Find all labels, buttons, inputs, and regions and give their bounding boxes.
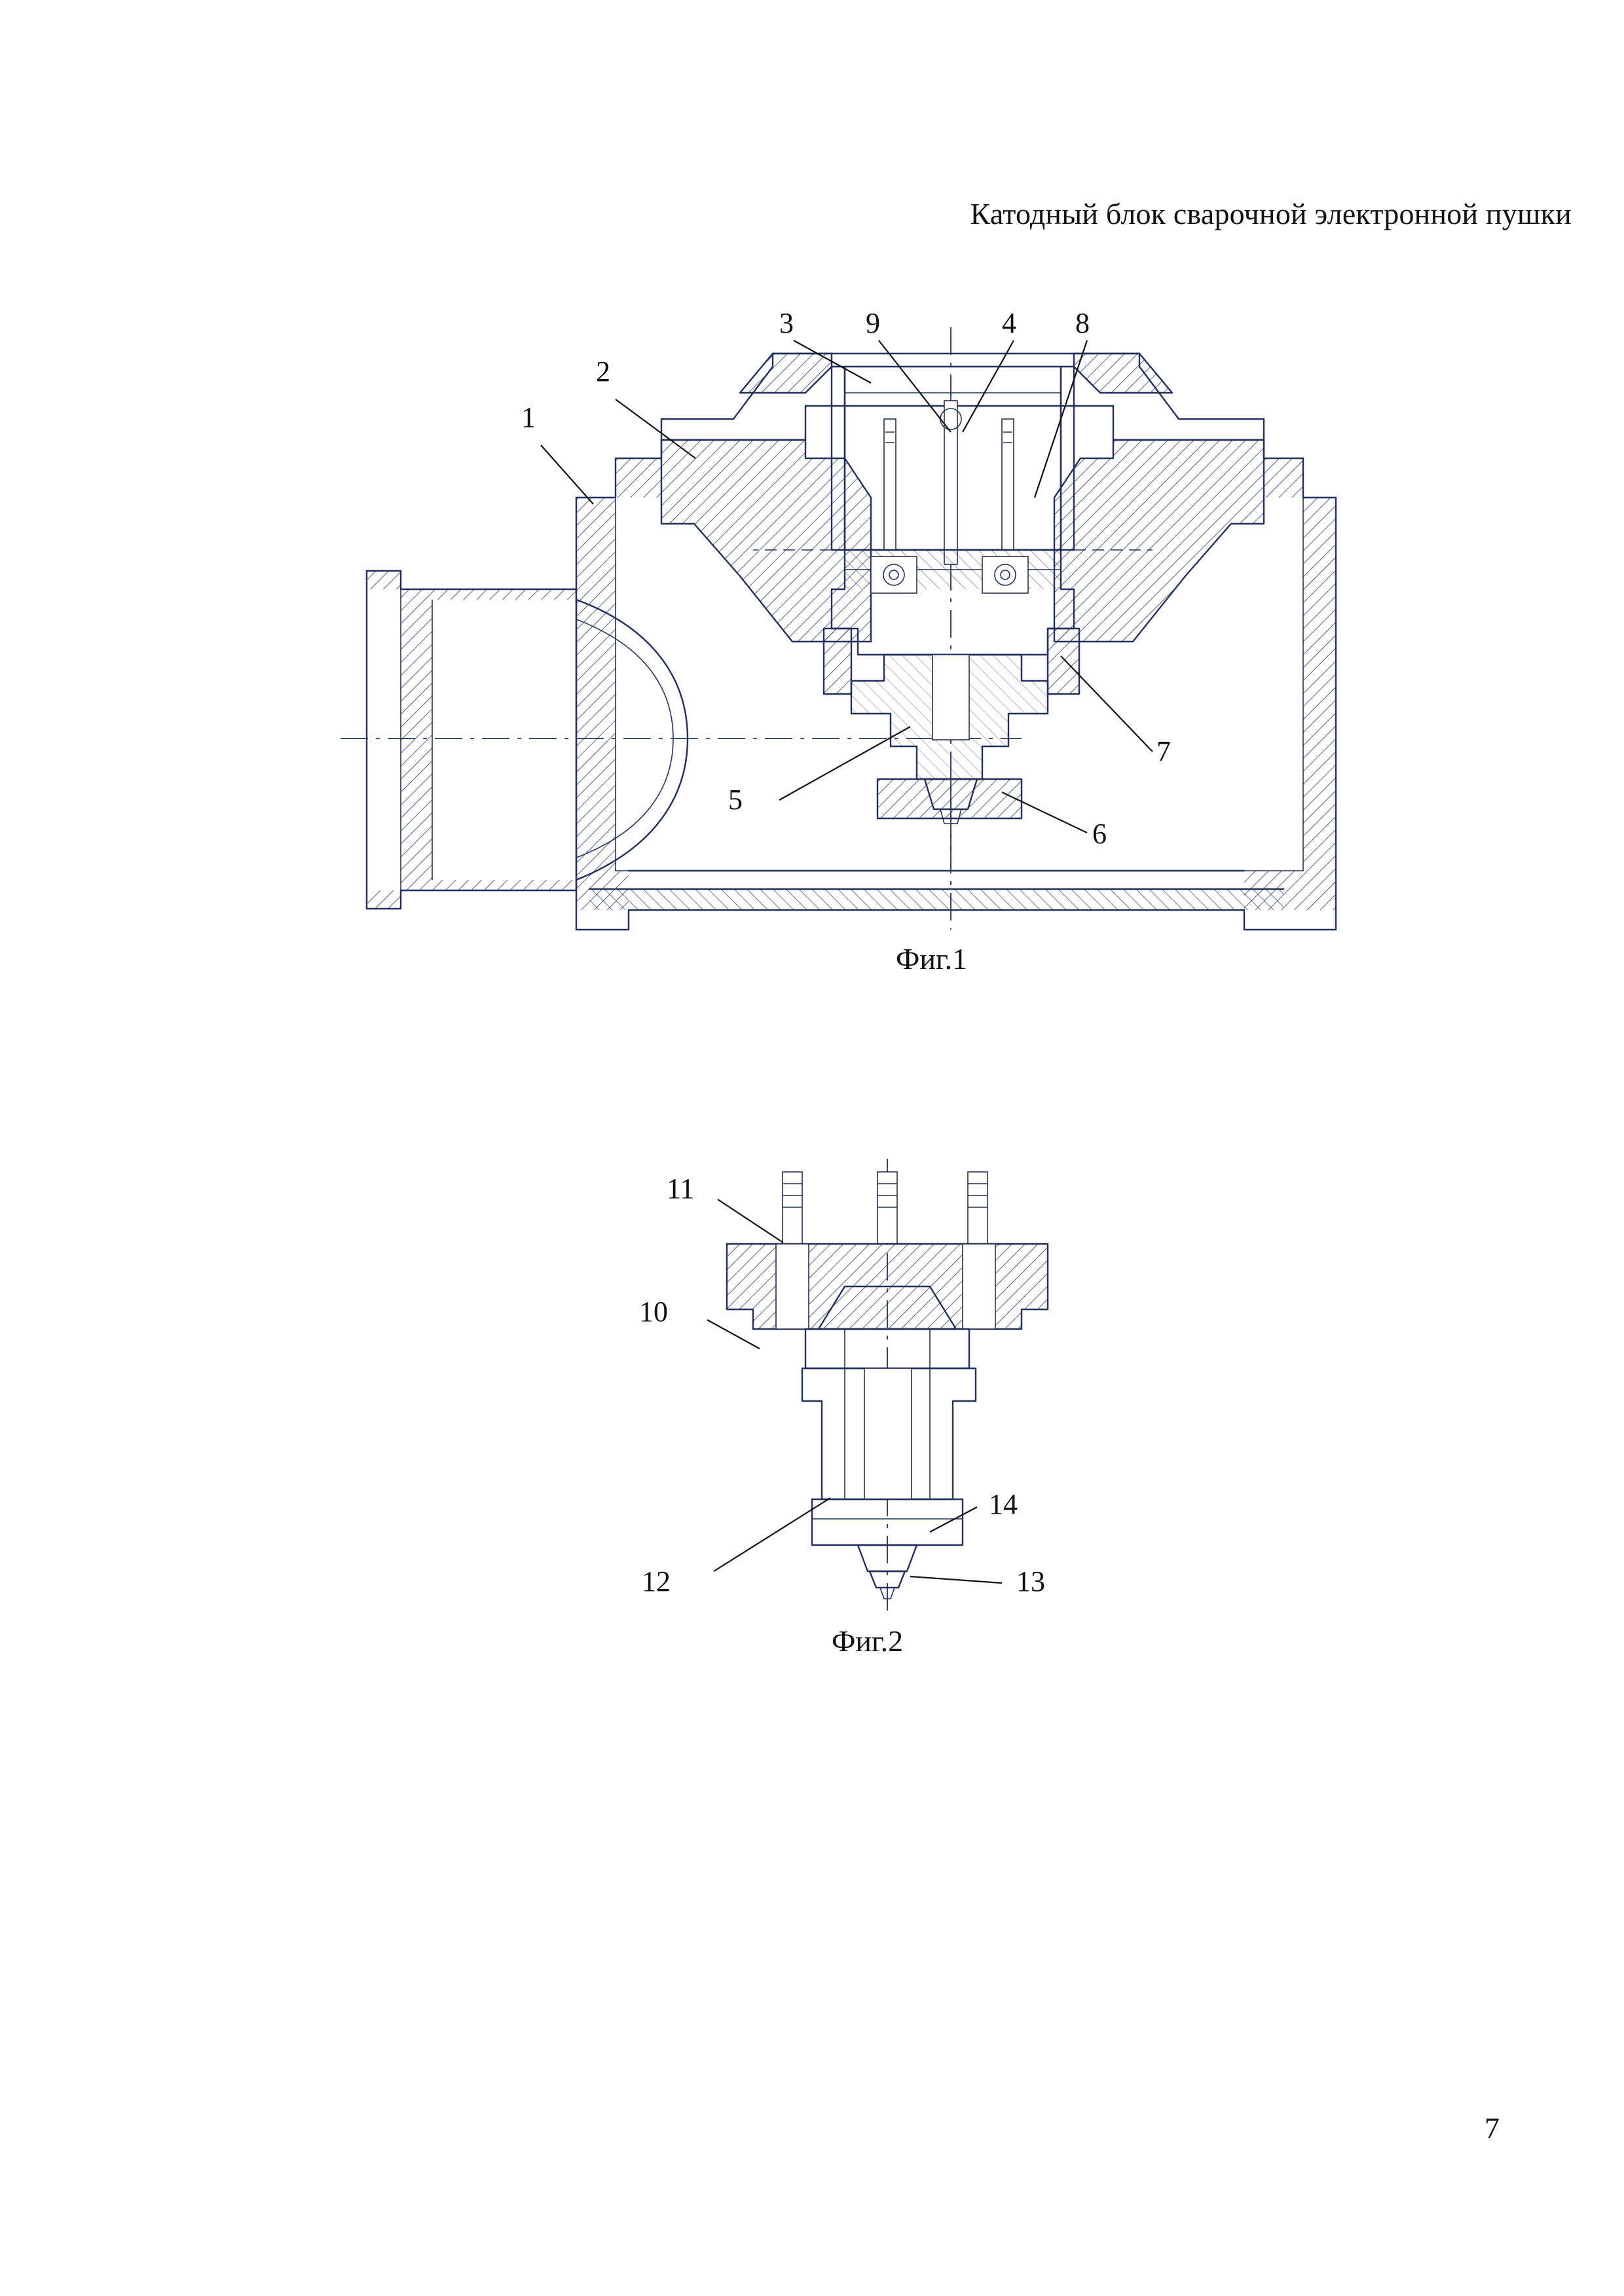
electrode-rods: [884, 401, 1014, 564]
figure-1-caption: Фиг.1: [896, 942, 968, 975]
callout-4: 4: [1002, 307, 1016, 339]
page-number: 7: [1485, 2111, 1500, 2145]
callout-14: 14: [989, 1488, 1018, 1520]
callout-1: 1: [521, 401, 536, 433]
callout-9: 9: [866, 307, 880, 339]
figure-1-leaders: [541, 340, 1153, 833]
callout-3: 3: [779, 307, 794, 339]
callout-5: 5: [728, 784, 743, 816]
callout-10: 10: [639, 1296, 668, 1328]
figure-2-leaders: [707, 1199, 1002, 1583]
figure-2-drawing: [707, 1159, 1048, 1617]
callout-6: 6: [1092, 818, 1107, 850]
page-title: Катодный блок сварочной электронной пушки: [970, 197, 1572, 230]
figure-2-rods: [783, 1172, 987, 1244]
figure-1-drawing: [341, 327, 1336, 930]
figure-2-caption: Фиг.2: [832, 1624, 904, 1658]
callout-2: 2: [596, 355, 610, 388]
callout-8: 8: [1075, 307, 1090, 339]
callout-12: 12: [642, 1565, 671, 1597]
callout-11: 11: [667, 1173, 695, 1205]
bushings: [871, 556, 1028, 593]
callout-13: 13: [1016, 1565, 1045, 1597]
callout-7: 7: [1156, 735, 1171, 767]
